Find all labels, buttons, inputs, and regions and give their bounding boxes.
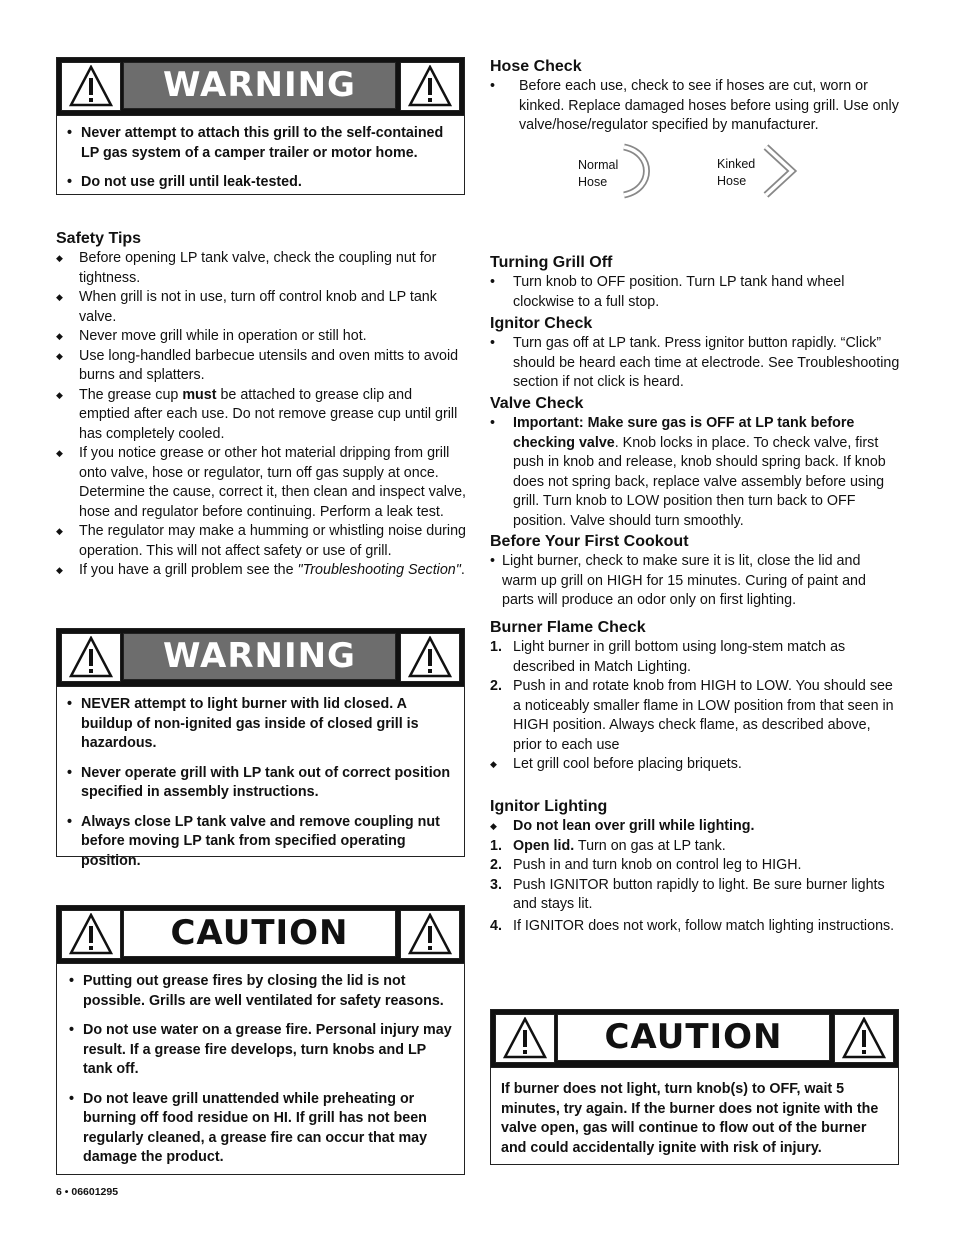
list-item: ◆ The regulator may make a humming or whistling noise during operation. This will not affect safety or use of grill. <box>56 522 466 561</box>
burner-flame-heading: Burner Flame Check <box>490 619 646 636</box>
list-item: ◆ If you notice grease or other hot material dripping from grill onto valve, hose or regulator, turn off gas supply at once. Determine the cause, correct it, then clean and inspect valve, hose and regulator before continuing. Perform a leak test. <box>56 444 466 522</box>
warning-header <box>57 629 464 687</box>
list-item: ◆ Never move grill while in operation or still hot. <box>56 327 466 347</box>
warning-box-1 <box>56 57 465 195</box>
caution-box-1 <box>56 905 465 1175</box>
warning-body <box>57 116 464 201</box>
burner-flame-section <box>490 618 900 775</box>
normal-hose-label: Normal Hose <box>578 158 619 189</box>
caution-item: • Do not leave grill unattended while preheating or burning off food residue on HI. If grill has not been regularly cleaned, a grease fire can occur that may damage the product. <box>69 1090 428 1165</box>
grill-off-list <box>490 273 905 312</box>
valve-check-section <box>490 394 890 531</box>
warning-box-2 <box>56 628 465 869</box>
hose-kinked-icon <box>762 143 802 199</box>
caution-box-2 <box>490 1009 899 1165</box>
list-item: • Important: Make sure gas is OFF at LP tank before checking valve. Knob locks in place. To check valve, first push in knob and release, knob should spring back. If knob does not spring back, replace valve assembly before using grill. Turn knob to LOW position then turn back to OFF position. Valve should turn smoothly. <box>490 415 886 529</box>
ignitor-check-heading: Ignitor Check <box>490 315 593 332</box>
ignitor-lighting-section <box>490 797 900 936</box>
warning-header <box>57 58 464 116</box>
warning-item: • Never attempt to attach this grill to the self-contained LP gas system of a camper trailer or motor home. <box>67 125 444 161</box>
list-item: ◆ Before opening LP tank valve, check the coupling nut for tightness. <box>56 249 466 288</box>
warning-triangle-icon <box>400 633 460 682</box>
diamond-bullet-icon: ◆ <box>490 759 497 769</box>
list-item: 2. Push in and rotate knob from HIGH to LOW. You should see a noticeably smaller flame in LOW position from that seen in HIGH position. Always check flame, as described above, prior to each use <box>490 678 894 753</box>
hose-normal-icon <box>620 143 660 199</box>
caution-header <box>491 1010 898 1068</box>
list-item: 1. Open lid. Turn on gas at LP tank. <box>490 837 726 854</box>
warning-triangle-icon <box>400 910 460 959</box>
first-cookout-section <box>490 532 895 611</box>
hose-check-list <box>490 77 900 136</box>
safety-tips-heading: Safety Tips <box>56 230 142 247</box>
warning-triangle-icon <box>61 910 121 959</box>
ignitor-lighting-heading: Ignitor Lighting <box>490 798 608 815</box>
list-item: ◆ Do not lean over grill while lighting. <box>490 817 900 837</box>
caution-banner: CAUTION <box>557 1014 830 1061</box>
warning-banner: WARNING <box>123 62 396 109</box>
list-item: • Light burner, check to make sure it is lit, close the lid and warm up grill on HIGH for 15 minutes. Curing of paint and parts will produce an odor only on first lighting. <box>490 553 866 608</box>
diamond-bullet-icon: ◆ <box>56 292 63 302</box>
diamond-bullet-icon: ◆ <box>56 350 63 361</box>
hose-check-heading: Hose Check <box>490 58 582 75</box>
caution-item: • Do not use water on a grease fire. Personal injury may result. If a grease fire develops, turn knobs and LP tank off. <box>69 1022 452 1077</box>
first-cookout-list <box>490 552 895 611</box>
warning-item: • Do not use grill until leak-tested. <box>67 174 302 190</box>
ignitor-check-section <box>490 314 905 393</box>
first-cookout-heading: Before Your First Cookout <box>490 533 689 550</box>
kinked-hose-label: Kinked Hose <box>717 157 756 188</box>
diamond-bullet-icon: ◆ <box>490 821 497 831</box>
warning-triangle-icon <box>400 62 460 111</box>
ignitor-lighting-list <box>490 817 900 936</box>
diamond-bullet-icon: ◆ <box>56 253 63 263</box>
list-item: ◆ If you have a grill problem see the "Troubleshooting Section". <box>56 561 466 581</box>
caution-item: • Putting out grease fires by closing the lid is not possible. Grills are well ventilated for safety reasons. <box>69 973 444 1009</box>
list-item: • Before each use, check to see if hoses are cut, worn or kinked. Replace damaged hoses before using grill. Use only valve/hose/regulator specified by manufacturer. <box>490 78 899 133</box>
caution-header <box>57 906 464 964</box>
diamond-bullet-icon: ◆ <box>56 448 63 458</box>
list-item: • Turn gas off at LP tank. Press ignitor button rapidly. “Click” should be heard each time at electrode. See Troubleshooting section if not click is heard. <box>490 335 900 390</box>
list-item: ◆ Let grill cool before placing briquets. <box>490 755 900 775</box>
warning-triangle-icon <box>834 1014 894 1063</box>
caution-banner: CAUTION <box>123 910 396 957</box>
page-footer: 6 • 06601295 <box>56 1186 119 1198</box>
diamond-bullet-icon: ◆ <box>56 389 63 400</box>
list-item: 3. Push IGNITOR button rapidly to light. Be sure burner lights and stays lit. <box>490 876 885 912</box>
burner-flame-list <box>490 638 900 775</box>
list-item: ◆ When grill is not in use, turn off control knob and LP tank valve. <box>56 288 466 327</box>
grill-off-section <box>490 253 905 312</box>
diamond-bullet-icon: ◆ <box>56 526 63 536</box>
list-item: 1. Light burner in grill bottom using long-stem match as described in Match Lighting. <box>490 639 846 675</box>
warning-banner: WARNING <box>123 633 396 680</box>
warning-item: • NEVER attempt to light burner with lid closed. A buildup of non-ignited gas inside of closed grill is hazardous. <box>67 696 419 751</box>
warning-triangle-icon <box>61 62 121 111</box>
caution-body: If burner does not light, turn knob(s) to OFF, wait 5 minutes, try again. If the burner does not ignite with the valve open, gas will continue to flow out of the burner and could accidentally ignite with risk of injury. <box>501 1081 879 1156</box>
warning-item: • Always close LP tank valve and remove coupling nut before moving LP tank from specified operating position. <box>67 813 440 869</box>
warning-triangle-icon <box>495 1014 555 1063</box>
caution-body <box>57 964 464 1176</box>
valve-check-heading: Valve Check <box>490 395 584 412</box>
list-item: ◆ Use long-handled barbecue utensils and oven mitts to avoid burns and splatters. <box>56 347 466 386</box>
list-item: ◆ The grease cup must be attached to grease clip and emptied after each use. Do not remove grease cup until grill has completely cooled. <box>56 386 466 445</box>
safety-tips-section <box>56 229 466 581</box>
ignitor-check-list <box>490 334 905 393</box>
hose-diagram <box>578 143 808 203</box>
hose-check-section <box>490 57 900 136</box>
safety-tips-list <box>56 249 466 581</box>
list-item: 2. Push in and turn knob on control leg to HIGH. <box>490 857 802 873</box>
valve-check-list <box>490 414 890 531</box>
warning-triangle-icon <box>61 633 121 682</box>
diamond-bullet-icon: ◆ <box>56 565 63 575</box>
grill-off-heading: Turning Grill Off <box>490 254 613 271</box>
list-item: 4. If IGNITOR does not work, follow match lighting instructions. <box>490 917 895 934</box>
warning-item: • Never operate grill with LP tank out of correct position specified in assembly instructions. <box>67 764 451 800</box>
list-item: • Turn knob to OFF position. Turn LP tank hand wheel clockwise to a full stop. <box>490 274 845 310</box>
warning-body <box>57 687 464 879</box>
diamond-bullet-icon: ◆ <box>56 331 63 341</box>
